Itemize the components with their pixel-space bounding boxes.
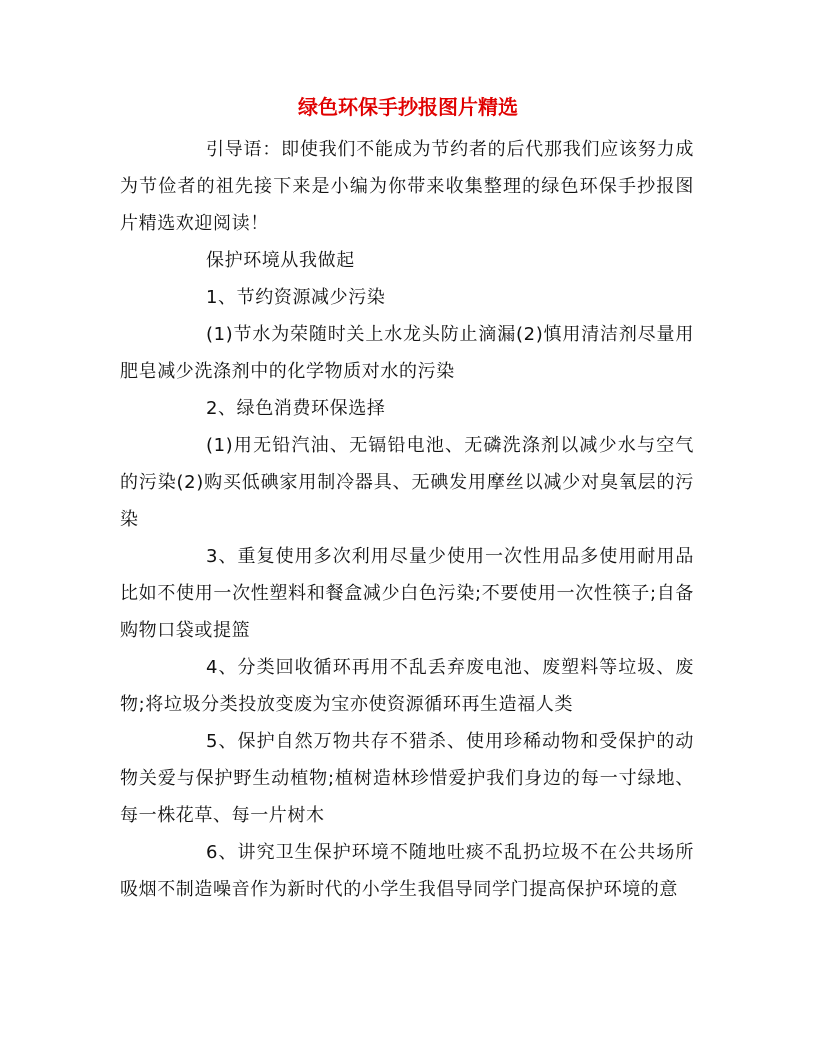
document-body	[120, 131, 694, 908]
paragraph-item-4: 4、分类回收循环再用不乱丢弃废电池、废塑料等垃圾、废物;将垃圾分类投放变废为宝亦使资源循环再生造福人类	[120, 657, 694, 715]
paragraph-item-1-body: (1)节水为荣随时关上水龙头防止滴漏(2)慎用清洁剂尽量用肥皂减少洗涤剂中的化学物质对水的污染	[120, 324, 694, 382]
paragraph-item-5: 5、保护自然万物共存不猎杀、使用珍稀动物和受保护的动物关爱与保护野生动植物;植树造林珍惜爱护我们身边的每一寸绿地、每一株花草、每一片树木	[120, 731, 694, 826]
paragraph-item-3: 3、重复使用多次利用尽量少使用一次性用品多使用耐用品比如不使用一次性塑料和餐盒减少白色污染;不要使用一次性筷子;自备购物口袋或提篮	[120, 546, 694, 641]
paragraph-intro: 引导语：即使我们不能成为节约者的后代那我们应该努力成为节俭者的祖先接下来是小编为你带来收集整理的绿色环保手抄报图片精选欢迎阅读！	[120, 139, 694, 234]
paragraph-item-6: 6、讲究卫生保护环境不随地吐痰不乱扔垃圾不在公共场所吸烟不制造噪音作为新时代的小学生我倡导同学门提高保护环境的意	[120, 842, 694, 900]
paragraph-item-2-body: (1)用无铅汽油、无镉铅电池、无磷洗涤剂以减少水与空气的污染(2)购买低碘家用制冷器具、无碘发用摩丝以减少对臭氧层的污染	[120, 435, 694, 530]
paragraph-item-1-title: 1、节约资源减少污染	[206, 287, 386, 308]
paragraph-item-2-title: 2、绿色消费环保选择	[206, 398, 386, 419]
paragraph-heading: 保护环境从我做起	[206, 250, 355, 271]
document-title: 绿色环保手抄报图片精选	[298, 95, 518, 119]
